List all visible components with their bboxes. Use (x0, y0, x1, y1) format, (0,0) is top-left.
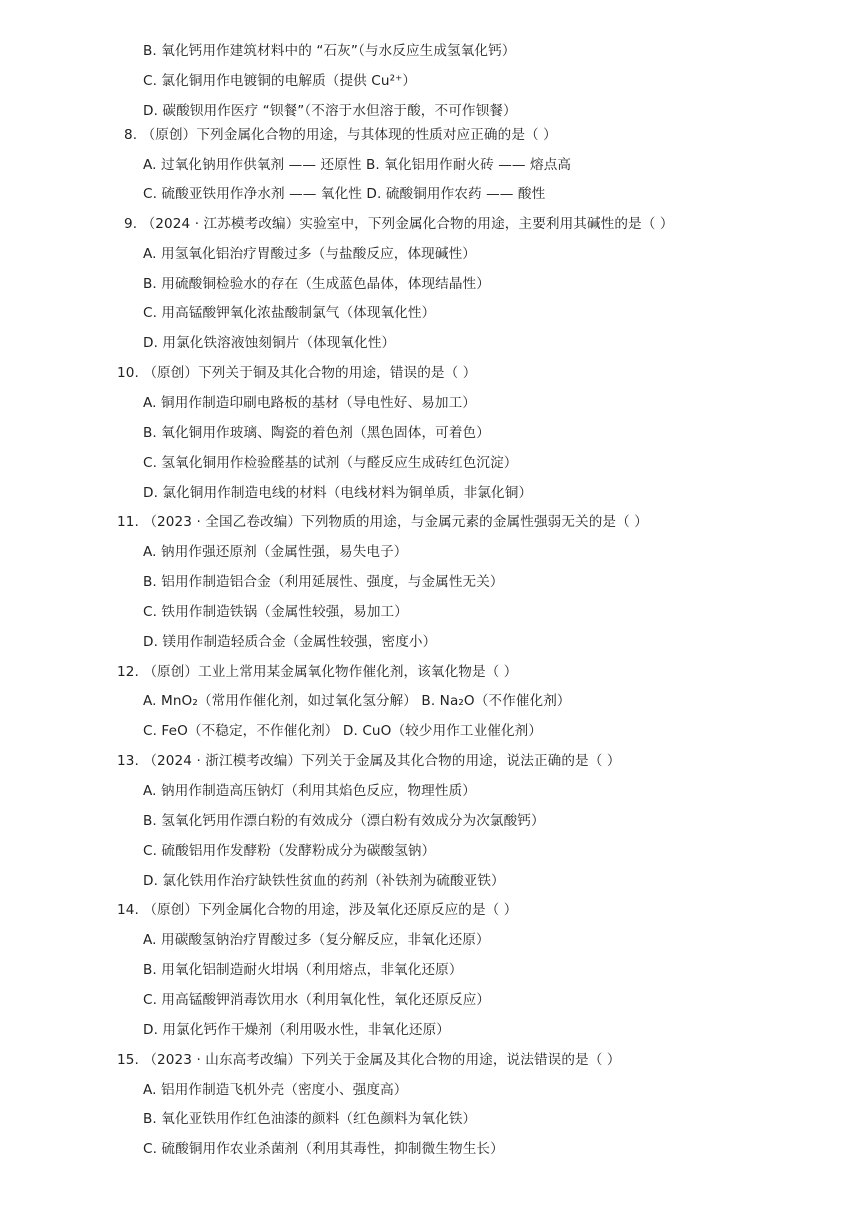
option-line: A. 过氧化钠用作供氧剂 —— 还原性 B. 氧化铝用作耐火砖 —— 熔点高 (143, 157, 572, 173)
option-line: B. 氧化铜用作玻璃、陶瓷的着色剂（黑色固体，可着色） (143, 425, 490, 441)
option-line: D. 氯化铁用作治疗缺铁性贫血的药剂（补铁剂为硫酸亚铁） (143, 873, 505, 889)
question-13: 13. （2024 · 浙江模考改编）下列关于金属及其化合物的用途，说法正确的是（ ） (117, 753, 621, 769)
question-10: 10. （原创）下列关于铜及其化合物的用途，错误的是（ ） (117, 365, 477, 381)
question-15: 15. （2023 · 山东高考改编）下列关于金属及其化合物的用途，说法错误的是（ ） (117, 1052, 621, 1068)
option-line: C. 氯化铜用作电镀铜的电解质（提供 Cu²⁺） (143, 73, 417, 89)
question-9: 9. （2024 · 江苏模考改编）实验室中，下列金属化合物的用途，主要利用其碱性的是（ ） (124, 216, 674, 232)
option-line: C. FeO（不稳定，不作催化剂） D. CuO（较少用作工业催化剂） (143, 723, 543, 739)
option-line: B. 铝用作制造铝合金（利用延展性、强度，与金属性无关） (143, 574, 504, 590)
option-line: C. 用高锰酸钾消毒饮用水（利用氧化性，氧化还原反应） (143, 992, 491, 1008)
option-line: C. 铁用作制造铁锅（金属性较强，易加工） (143, 604, 408, 620)
option-line: C. 用高锰酸钾氧化浓盐酸制氯气（体现氧化性） (143, 305, 436, 321)
option-line: A. 铝用作制造飞机外壳（密度小、强度高） (143, 1082, 408, 1098)
option-line: D. 用氯化铁溶液蚀刻铜片（体现氧化性） (143, 335, 396, 351)
option-line: B. 用硫酸铜检验水的存在（生成蓝色晶体，体现结晶性） (143, 276, 490, 292)
option-line: A. 铜用作制造印刷电路板的基材（导电性好、易加工） (143, 395, 476, 411)
option-line: A. 钠用作制造高压钠灯（利用其焰色反应，物理性质） (143, 783, 476, 799)
question-11: 11. （2023 · 全国乙卷改编）下列物质的用途，与金属元素的金属性强弱无关的是（ ） (117, 514, 648, 530)
question-14: 14. （原创）下列金属化合物的用途，涉及氧化还原反应的是（ ） (117, 902, 518, 918)
option-line: C. 氢氧化铜用作检验醛基的试剂（与醛反应生成砖红色沉淀） (143, 455, 518, 471)
option-line: A. 用碳酸氢钠治疗胃酸过多（复分解反应，非氧化还原） (143, 932, 490, 948)
option-line: B. 氧化钙用作建筑材料中的 “石灰”（与水反应生成氢氧化钙） (143, 43, 516, 59)
option-line: C. 硫酸铝用作发酵粉（发酵粉成分为碳酸氢钠） (143, 843, 436, 859)
option-line: A. MnO₂（常用作催化剂，如过氧化氢分解） B. Na₂O（不作催化剂） (143, 693, 571, 709)
option-line: C. 硫酸亚铁用作净水剂 —— 氧化性 D. 硫酸铜用作农药 —— 酸性 (143, 186, 546, 202)
option-line: D. 用氯化钙作干燥剂（利用吸水性，非氧化还原） (143, 1022, 450, 1038)
option-line: B. 氧化亚铁用作红色油漆的颜料（红色颜料为氧化铁） (143, 1111, 477, 1127)
option-line: C. 硫酸铜用作农业杀菌剂（利用其毒性，抑制微生物生长） (143, 1141, 504, 1157)
question-12: 12. （原创）工业上常用某金属氧化物作催化剂，该氧化物是（ ） (117, 664, 518, 680)
question-8: 8. （原创）下列金属化合物的用途，与其体现的性质对应正确的是（ ） (124, 127, 557, 143)
option-line: A. 钠用作强还原剂（金属性强，易失电子） (143, 544, 408, 560)
option-line: B. 用氧化铝制造耐火坩埚（利用熔点，非氧化还原） (143, 962, 463, 978)
option-line: D. 镁用作制造轻质合金（金属性较强，密度小） (143, 634, 437, 650)
option-line: B. 氢氧化钙用作漂白粉的有效成分（漂白粉有效成分为次氯酸钙） (143, 813, 545, 829)
option-line: D. 氯化铜用作制造电线的材料（电线材料为铜单质，非氯化铜） (143, 485, 533, 501)
option-line: D. 碳酸钡用作医疗 “钡餐”（不溶于水但溶于酸，不可作钡餐） (143, 103, 517, 119)
option-line: A. 用氢氧化铝治疗胃酸过多（与盐酸反应，体现碱性） (143, 246, 476, 262)
